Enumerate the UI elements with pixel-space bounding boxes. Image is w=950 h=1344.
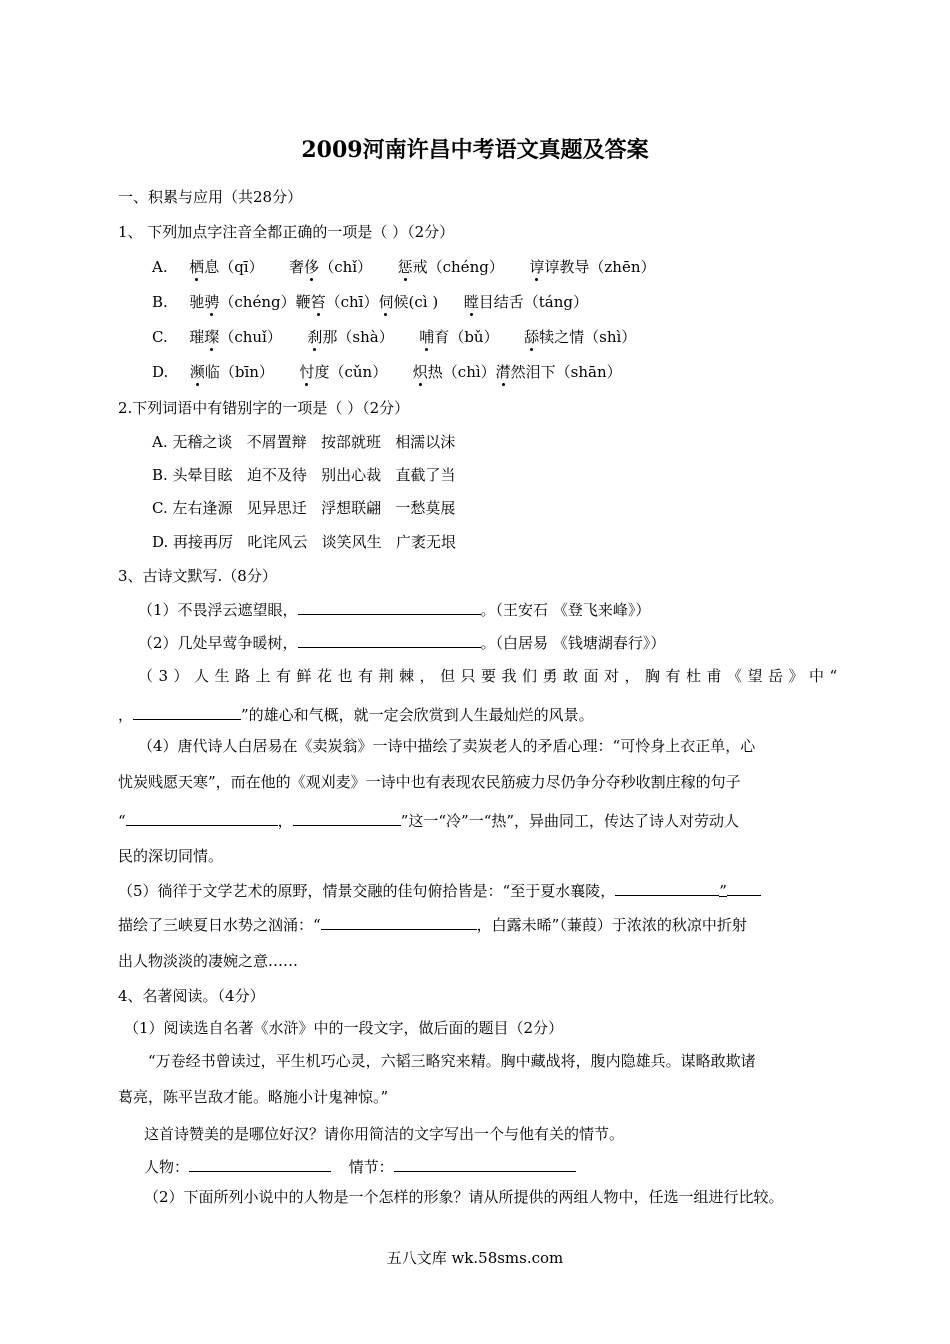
q4-answer-row <box>144 1156 576 1177</box>
plot-label: 情节： <box>348 1158 394 1176</box>
answer-blank[interactable] <box>133 704 241 720</box>
q4-stem: 4、名著阅读。（4分） <box>118 987 265 1005</box>
dot-mark: 瞠 <box>463 293 479 311</box>
q1-option-a <box>152 257 656 277</box>
q4-sub2: （2）下面所列小说中的人物是一个怎样的形象？请从所提供的两组人物中，任选一组进行比较。 <box>144 1188 784 1206</box>
text: ”的雄心和气概，就一定会欣赏到人生最灿烂的风景。 <box>241 706 594 724</box>
q4-poem-line2: 葛亮，陈平岂敌才能。略施小计鬼神惊。” <box>118 1088 389 1106</box>
q2-option-d: D. 再接再厉 叱诧风云 谈笑风生 广袤无垠 <box>152 533 456 551</box>
q1-option-b: B. 驰骋（chéng）鞭笞（chī）伺候(cì ) 瞠目结舌（táng） <box>152 293 588 311</box>
dot-mark: 刹 <box>307 328 323 346</box>
q3-stem: 3、古诗文默写.（8分） <box>118 567 277 585</box>
person-label: 人物： <box>144 1158 190 1176</box>
plot-blank[interactable] <box>394 1156 576 1172</box>
q3-sub5-line3: 出人物淡淡的凄婉之意…… <box>118 952 299 970</box>
q1-stem: 1、 下列加点字注音全都正确的一项是（ ）（2分） <box>118 223 455 241</box>
text: （2）几处早莺争暖树， <box>138 634 298 652</box>
option-item: 栖息（qī） <box>189 258 264 276</box>
q2-stem: 2.下列词语中有错别字的一项是（ ）（2分） <box>118 399 410 417</box>
q2-option-b: B. 头晕目眩 迫不及待 别出心裁 直截了当 <box>152 466 456 484</box>
dot-mark: 侈 <box>304 258 320 276</box>
q2-option-c: C. 左右逢源 见异思迁 浮想联翩 一愁莫展 <box>152 499 456 517</box>
dot-mark: 谆 <box>529 258 545 276</box>
q4-question: 这首诗赞美的是哪位好汉？请你用简洁的文字写出一个与他有关的情节。 <box>144 1125 625 1143</box>
option-item: 谆谆教导（zhēn） <box>529 258 656 276</box>
dot-mark: 笞 <box>310 293 326 311</box>
q3-sub3-line2 <box>118 704 594 725</box>
page-title: 2009河南许昌中考语文真题及答案 <box>301 137 649 163</box>
text: “ <box>118 812 126 830</box>
dot-mark: 伺 <box>378 293 394 311</box>
dot-mark: 骋 <box>204 293 220 311</box>
text: （1）不畏浮云遮望眼， <box>138 601 298 619</box>
dot-mark: 舔 <box>524 328 540 346</box>
q3-sub5-line2 <box>118 914 747 935</box>
text: ”这一“冷”一“热”，异曲同工，传达了诗人对劳动人 <box>400 812 740 830</box>
dot-mark: 潸 <box>495 363 511 381</box>
q2-option-a: A. 无稽之谈 不屑置辩 按部就班 相濡以沫 <box>152 433 456 451</box>
option-letter: C. <box>152 328 168 346</box>
option-letter: B. <box>152 293 168 311</box>
answer-blank[interactable] <box>615 880 719 896</box>
option-letter: D. <box>152 363 169 381</box>
q1-option-c: C. 璀璨（chuǐ） 刹那（shà） 哺育（bǔ） 舔犊之情（shì） <box>152 328 637 346</box>
person-blank[interactable] <box>189 1156 331 1172</box>
section-heading: 一、积累与应用（共28分） <box>118 188 303 206</box>
q3-sub1 <box>138 599 650 620</box>
text: 。（王安石 《登飞来峰》） <box>480 601 651 619</box>
q3-sub4-line3 <box>118 810 739 831</box>
dot-mark: 濒 <box>189 363 205 381</box>
q3-sub2 <box>138 632 665 653</box>
q3-sub4-line4: 民的深切同情。 <box>118 847 224 865</box>
text: ， <box>118 706 134 724</box>
answer-blank[interactable] <box>321 914 477 930</box>
answer-blank[interactable] <box>298 632 481 648</box>
q3-sub4-line2: 忧炭贱愿天寒”，而在他的《观刈麦》一诗中也有表现农民筋疲力尽仍争分夺秒收割庄稼的句子 <box>118 773 741 791</box>
dot-mark: 忖 <box>299 363 315 381</box>
dot-mark: 栖 <box>189 258 205 276</box>
text: ，白露未晞”（蒹葭）于浓浓的秋凉中折射 <box>476 916 747 934</box>
dot-mark: 惩 <box>397 258 413 276</box>
text: （5）徜徉于文学艺术的原野，情景交融的佳句俯拾皆是：“至于夏水襄陵， <box>118 882 616 900</box>
text: ” <box>719 882 727 900</box>
option-item: 奢侈（chǐ） <box>289 258 373 276</box>
text: 描绘了三峡夏日水势之汹涌：“ <box>118 916 321 934</box>
text: 。（白居易 《钱塘湖春行》） <box>480 634 666 652</box>
answer-blank[interactable] <box>293 810 401 826</box>
option-item: 惩戒（chéng） <box>397 258 504 276</box>
q3-sub4-line1: （4）唐代诗人白居易在《卖炭翁》一诗中描绘了卖炭老人的矛盾心理：“可怜身上衣正单，心 <box>138 737 756 755</box>
q3-sub5-line1 <box>118 880 761 901</box>
dot-mark: 炽 <box>412 363 428 381</box>
answer-blank[interactable] <box>126 810 278 826</box>
q1-option-d: D. 濒临（bīn） 忖度（cǔn） 炽热（chì）潸然泪下（shān） <box>152 363 622 381</box>
text: ， <box>277 812 293 830</box>
q4-poem-line1: “万卷经书曾读过，平生机巧心灵，六韬三略究来精。胸中藏战将，腹内隐雄兵。谋略敢欺诸 <box>148 1052 756 1070</box>
q3-sub3-line1: （3）人生路上有鲜花也有荆棘，但只要我们勇敢面对，胸有杜甫《望岳》中“ <box>138 667 843 685</box>
dot-mark: 哺 <box>419 328 435 346</box>
footer-watermark: 五八文库 wk.58sms.com <box>386 1249 564 1267</box>
option-letter: A. <box>152 258 168 276</box>
q4-sub1: （1）阅读选自名著《水浒》中的一段文字，做后面的题目（2分） <box>124 1019 564 1037</box>
answer-blank[interactable] <box>298 599 481 615</box>
answer-blank[interactable] <box>727 880 761 896</box>
dot-mark: 璨 <box>204 328 220 346</box>
